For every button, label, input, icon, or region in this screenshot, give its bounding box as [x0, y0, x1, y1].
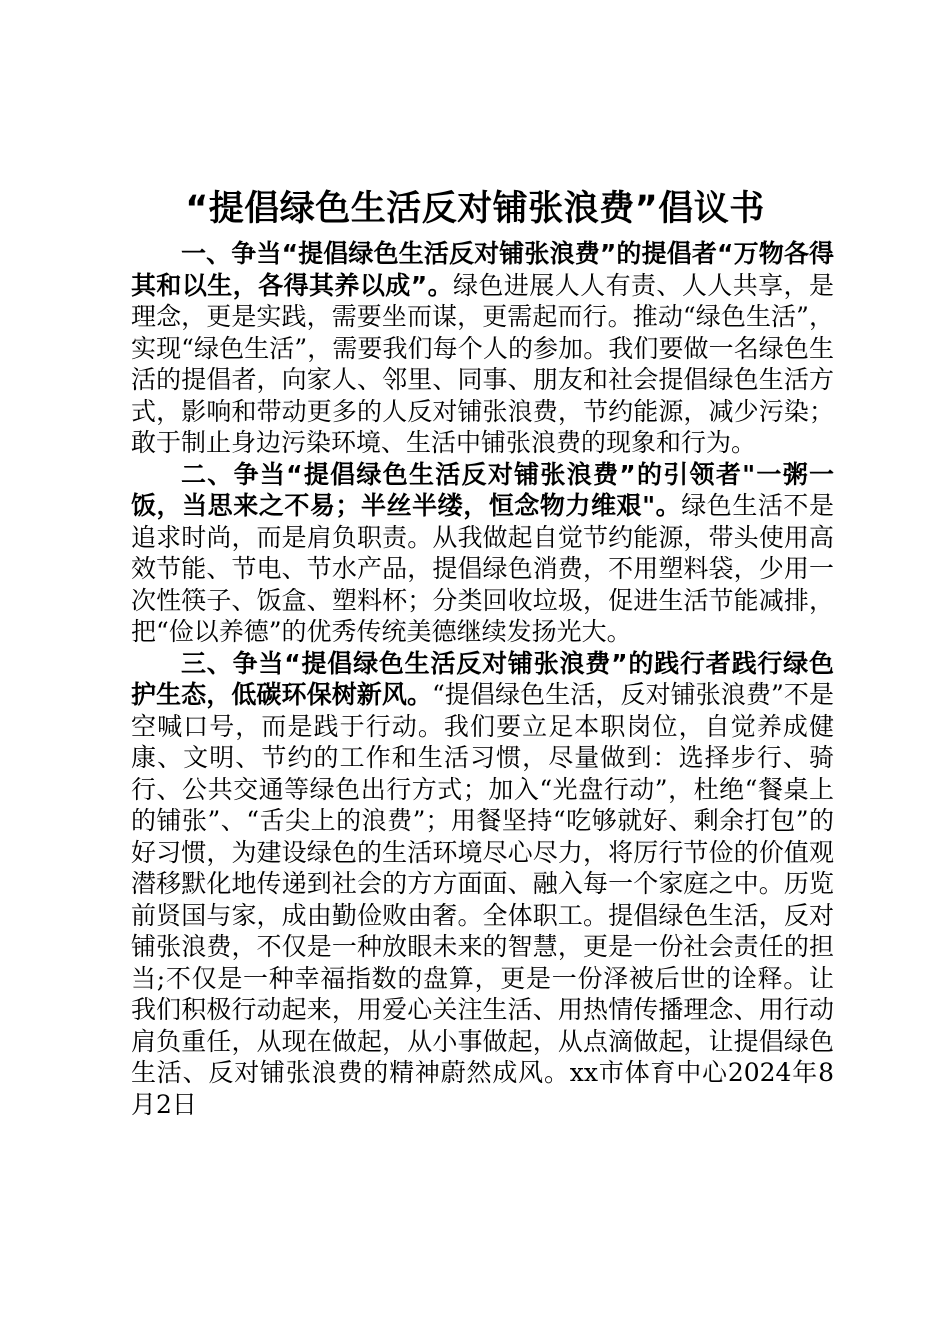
paragraph-3-text: “提倡绿色生活，反对铺张浪费”不是空喊口号，而是践于行动。我们要立足本职岗位，自觉养成健康、文明、节约的工作和生活习惯，尽量做到：选择步行、骑行、公共交通等绿色出行方式；加入“光盘行动”，杜绝“餐桌上的铺张”、“舌尖上的浪费”；用餐坚持“吃够就好、剩余打包”的好习惯，为建设绿色的生活环境尽心尽力，将厉行节俭的价值观潜移默化地传递到社会的方方面面、融入每一个家庭之中。历览前贤国与家，成由勤俭败由奢。全体职工。提倡绿色生活，反对铺张浪费，不仅是一种放眼未来的智慧，更是一份社会责任的担当;不仅是一种幸福指数的盘算，更是一份泽被后世的诠释。让我们积极行动起来，用爱心关注生活、用热情传播理念、用行动肩负重任，从现在做起，从小事做起，从点滴做起，让提倡绿色生活、反对铺张浪费的精神蔚然成风。xx市体育中心2024年8月2日 — [131, 680, 834, 1119]
document-title: “提倡绿色生活反对铺张浪费”倡议书 — [185, 189, 765, 229]
paragraph-2-text: 绿色生活不是追求时尚，而是肩负职责。从我做起自觉节约能源，带头使用高效节能、节电、节水产品，提倡绿色消费，不用塑料袋，少用一次性筷子、饭盒、塑料杯；分类回收垃圾，促进生活节能减排，把“俭以养德”的优秀传统美德继续发扬光大。 — [131, 491, 834, 646]
paragraph-2-heading: 二、争当“提倡绿色生活反对铺张浪费”的引领者"一粥一饭，当思来之不易；半丝半缕，恒念物力维艰"。 — [131, 459, 834, 520]
paragraph-1-heading: 一、争当“提倡绿色生活反对铺张浪费”的提倡者“万物各得其和以生，各得其养以成”。 — [131, 239, 834, 300]
paragraph-2 — [131, 459, 834, 648]
paragraph-1-text: 绿色进展人人有责、人人共享，是理念，更是实践，需要坐而谋，更需起而行。推动“绿色生活”，实现“绿色生活”，需要我们每个人的参加。我们要做一名绿色生活的提倡者，向家人、邻里、同事、朋友和社会提倡绿色生活方式，影响和带动更多的人反对铺张浪费，节约能源，减少污染；敢于制止身边污染环境、生活中铺张浪费的现象和行为。 — [131, 270, 834, 457]
paragraph-1 — [131, 238, 834, 459]
paragraph-3 — [131, 648, 834, 1121]
document-body — [131, 238, 834, 1120]
paragraph-3-heading: 三、争当“提倡绿色生活反对铺张浪费”的践行者践行绿色护生态，低碳环保树新风。 — [131, 648, 834, 709]
